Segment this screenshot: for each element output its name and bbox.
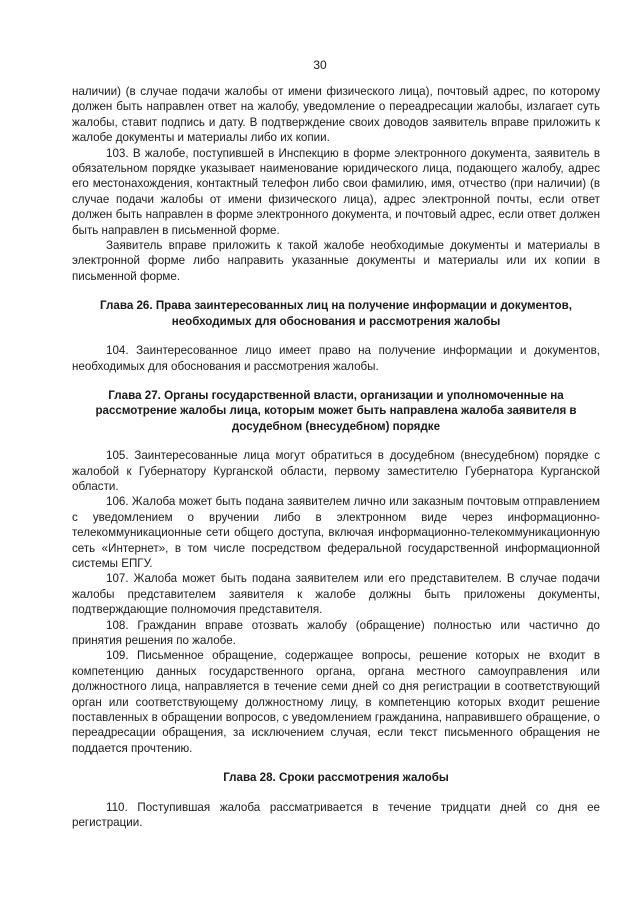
page-number: 30 bbox=[313, 58, 327, 72]
paragraph-105: 105. Заинтересованные лица могут обратиться в досудебном (внесудебном) порядке с жалобой к Губернатору Курганской области, первому заместителю Губернатора Курганской области. bbox=[72, 449, 600, 493]
paragraph-108: 108. Гражданин вправе отозвать жалобу (обращение) полностью или частично до принятия решения по жалобе. bbox=[72, 618, 600, 647]
paragraph-104: 104. Заинтересованное лицо имеет право на получение информации и документов, необходимых для обоснования и рассмотрения жалобы. bbox=[72, 344, 600, 373]
paragraph-110: 110. Поступившая жалоба рассматривается в течение тридцати дней со дня ее регистрации. bbox=[72, 800, 600, 830]
paragraph-106: 106. Жалоба может быть подана заявителем лично или заказным почтовым отправлением с уведомлением о вручении либо в электронном виде через информационно-телекоммуникационные сети общего доступа, включая информационно-телекоммуникационную сеть «Интернет», в том числе посредством федеральной государственной информационной системы ЕПГУ. bbox=[72, 495, 600, 570]
paragraph-107: 107. Жалоба может быть подана заявителем или его представителем. В случае подачи жалобы представителем заявителя к жалобе должны быть приложены документы, подтверждающие полномочия представителя. bbox=[72, 572, 600, 617]
paragraph-103-attachments: Заявитель вправе приложить к такой жалобе необходимые документы и материалы в электронной форме либо направить указанные документы и материалы или их копии в письменной форме. bbox=[72, 239, 600, 283]
paragraph-109: 109. Письменное обращение, содержащее вопросы, решение которых не входит в компетенцию данных государственного органа, органа местного самоуправления или должностного лица, направляется в течение семи дней со дня регистрации в соответствующий орган или соответствующему должностному лицу, в компетенцию которых входит решение поставленных в обращении вопросов, с уведомлением гражданина, направившего обращение, о переадресации обращения, за исключением случая, если текст письменного обращения не поддается прочтению. bbox=[72, 649, 600, 755]
document-body bbox=[72, 84, 600, 830]
paragraph-103: 103. В жалобе, поступившей в Инспекцию в форме электронного документа, заявитель в обязательном порядке указывает наименование юридического лица, подающего жалобу, адрес его местонахождения, контактный телефон либо свои фамилию, имя, отчество (при наличии) (в случае подачи жалобы от имени физического лица), адрес электронной почты, если ответ должен быть направлен в форме электронного документа, и почтовый адрес, если ответ должен быть направлен в письменной форме. bbox=[72, 146, 600, 237]
chapter-28-heading: Глава 28. Сроки рассмотрения жалобы bbox=[223, 771, 449, 785]
chapter-27-heading: Глава 27. Органы государственной власти, организации и уполномоченные на рассмотрение жалобы лица, которым может быть направлена жалоба заявителя в досудебном (внесудебном) порядке bbox=[95, 388, 577, 433]
chapter-26-heading: Глава 26. Права заинтересованных лиц на получение информации и документов, необходимых для обоснования и рассмотрения жалобы bbox=[100, 299, 572, 328]
paragraph-continuation: наличии) (в случае подачи жалобы от имени физического лица), почтовый адрес, по которому должен быть направлен ответ на жалобу, уведомление о переадресации жалобы, излагает суть жалобы, ставит подпись и дату. В подтверждение своих доводов заявитель вправе приложить к жалобе документы и материалы либо их копии. bbox=[72, 85, 600, 145]
